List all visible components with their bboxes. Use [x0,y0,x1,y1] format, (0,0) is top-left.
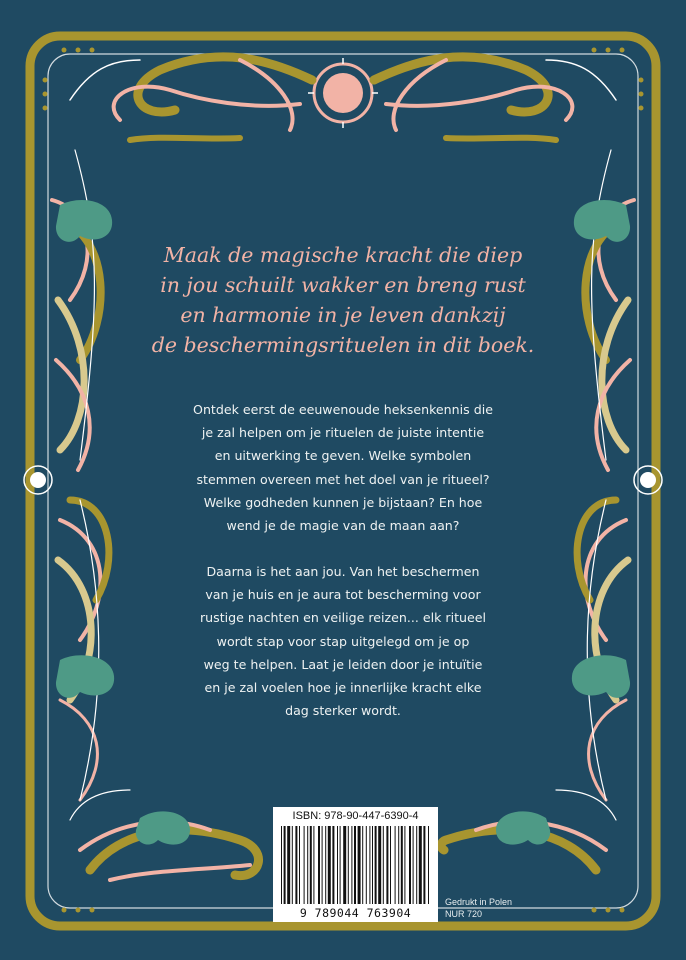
nur-code: NUR 720 [445,909,483,919]
headline-line: en harmonie in je leven dankzij [180,303,506,327]
paragraph-line: Daarna is het aan jou. Van het beschermen [206,564,480,579]
isbn-label: ISBN: 978-90-447-6390-4 [292,810,419,822]
paragraph-line: wordt stap voor stap uitgelegd om je op [216,633,470,649]
description-paragraph-1 [150,398,536,537]
paragraph-line: van je huis en je aura tot bescherming voor [205,587,481,603]
paragraph-line: stemmen overeen met het doel van je ritueel? [196,471,490,487]
paragraph-line: Ontdek eerst de eeuwenoude heksenkennis die [193,402,493,417]
description-paragraph-2 [150,560,536,722]
paragraph-line: rustige nachten en veilige reizen... elk ritueel [200,610,486,626]
headline-line: in jou schuilt wakker en breng rust [160,273,526,297]
sun-icon [308,58,378,128]
headline-quote [120,240,566,360]
headline-line: de beschermingsrituelen in dit boek. [151,333,535,357]
paragraph-line: en je zal voelen hoe je innerlijke kracht elke [204,680,482,696]
print-info [445,896,512,920]
barcode-digits: 9 789044 763904 [299,906,412,920]
barcode [273,807,438,922]
printed-in-label: Gedrukt in Polen [445,897,513,907]
paragraph-line: en uitwerking te geven. Welke symbolen [214,448,472,464]
barcode-bars [279,826,432,906]
headline-line: Maak de magische kracht die diep [163,243,523,267]
paragraph-line: wend je de magie van de maan aan? [226,518,460,534]
paragraph-line: weg te helpen. Laat je leiden door je intuïtie [203,656,483,672]
paragraph-line: je zal helpen om je rituelen de juiste intentie [201,425,485,441]
paragraph-line: dag sterker wordt. [285,703,401,719]
paragraph-line: Welke godheden kunnen je bijstaan? En hoe [203,494,483,510]
